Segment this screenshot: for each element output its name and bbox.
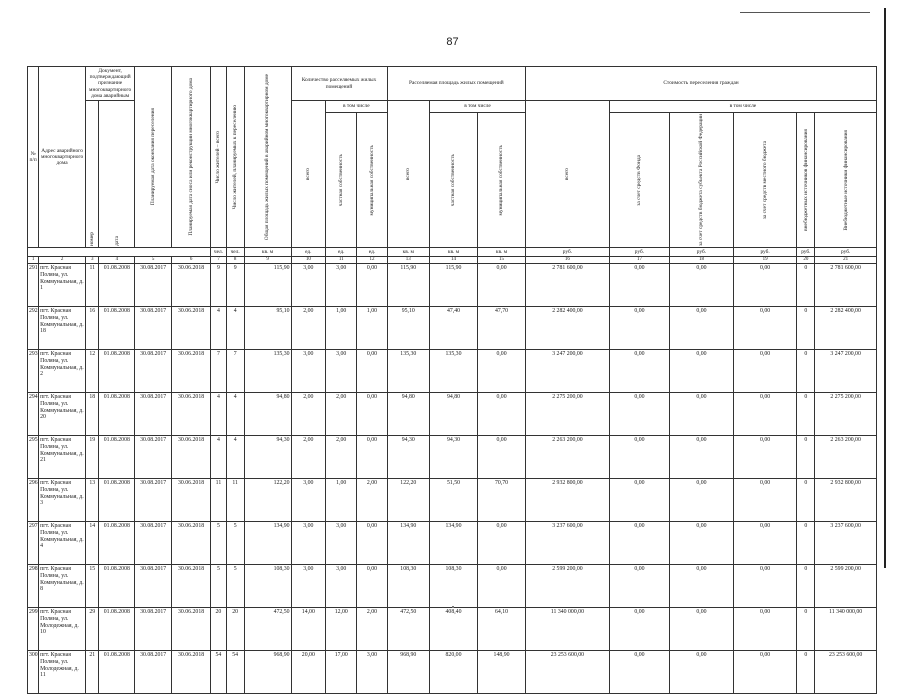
cell-area-total: 94,80	[387, 393, 429, 436]
cell-area-private: 47,40	[430, 307, 478, 350]
cell-area-total: 95,10	[387, 307, 429, 350]
cell-regional: 0,00	[670, 393, 734, 436]
cell-res-planned: 5	[226, 565, 244, 608]
cell-res-planned: 54	[226, 651, 244, 694]
cell-fund: 0,00	[609, 307, 669, 350]
table-row	[28, 393, 877, 436]
cell-regional: 0,00	[670, 522, 734, 565]
header-residents-total: Число жителей – всего	[215, 130, 222, 184]
header-doc-date: дата	[113, 236, 120, 247]
cell-area-private: 108,30	[430, 565, 478, 608]
cell-extra: 0	[797, 608, 815, 651]
cell-area-mun: 0,00	[478, 264, 526, 307]
cell-extra: 0	[797, 565, 815, 608]
header-doc-number: номер	[89, 232, 96, 247]
cell-rooms-total: 20,00	[291, 651, 326, 694]
table-row	[28, 565, 877, 608]
cell-rooms-mun: 3,00	[357, 651, 387, 694]
column-number: 3	[86, 257, 99, 264]
table-row	[28, 307, 877, 350]
cell-cost-total: 2 275 200,00	[526, 393, 610, 436]
cell-area: 135,30	[244, 350, 291, 393]
cell-rooms-private: 2,00	[326, 436, 357, 479]
cell-extra-funding: 2 781 600,00	[815, 264, 877, 307]
cell-area-mun: 148,90	[478, 651, 526, 694]
header-demolition-date: Планируемая дата сноса или реконструкции многоквартирного дома	[187, 78, 194, 236]
cell-fund: 0,00	[609, 522, 669, 565]
cell-regional: 0,00	[670, 479, 734, 522]
cell-rooms-private: 12,00	[326, 608, 357, 651]
cell-address: пгт. Красная Поляна, ул. Коммунальная, д. 18	[39, 307, 86, 350]
cell-area-mun: 64,10	[478, 608, 526, 651]
column-number: 2	[39, 257, 86, 264]
cell-extra: 0	[797, 264, 815, 307]
cell-area-total: 135,30	[387, 350, 429, 393]
table-row	[28, 608, 877, 651]
cell-fund: 0,00	[609, 393, 669, 436]
table-row	[28, 522, 877, 565]
header-rooms-count: Количество расселяемых жилых помещений	[291, 67, 387, 101]
column-number: 21	[815, 257, 877, 264]
cell-fund: 0,00	[609, 264, 669, 307]
cell-fund: 0,00	[609, 651, 669, 694]
cell-res-total: 11	[211, 479, 227, 522]
table-row	[28, 350, 877, 393]
cell-area: 122,20	[244, 479, 291, 522]
cell-res-planned: 20	[226, 608, 244, 651]
cell-res-total: 9	[211, 264, 227, 307]
column-number: 1	[28, 257, 39, 264]
cell-doc-date: 01.08.2008	[99, 565, 135, 608]
cell-res-date: 30.08.2017	[135, 479, 172, 522]
cell-extra-funding: 2 599 200,00	[815, 565, 877, 608]
cell-regional: 0,00	[670, 350, 734, 393]
cell-cost-total: 23 253 600,00	[526, 651, 610, 694]
cell-regional: 0,00	[670, 608, 734, 651]
cell-rooms-mun: 0,00	[357, 436, 387, 479]
cell-rooms-total: 3,00	[291, 264, 326, 307]
cell-doc-date: 01.08.2008	[99, 350, 135, 393]
cell-area-total: 115,90	[387, 264, 429, 307]
cell-res-date: 30.08.2017	[135, 264, 172, 307]
cell-extra: 0	[797, 393, 815, 436]
cell-res-planned: 9	[226, 264, 244, 307]
unit-sqm: кв. м	[244, 248, 291, 257]
column-number: 19	[733, 257, 797, 264]
cell-no: 296	[28, 479, 39, 522]
cell-local: 0,00	[733, 393, 797, 436]
cell-area-mun: 47,70	[478, 307, 526, 350]
cell-area-private: 408,40	[430, 608, 478, 651]
cell-regional: 0,00	[670, 307, 734, 350]
cell-no: 291	[28, 264, 39, 307]
column-number: 6	[172, 257, 211, 264]
unit-rub-local: руб.	[733, 248, 797, 257]
column-number: 16	[526, 257, 610, 264]
cell-area-mun: 0,00	[478, 436, 526, 479]
cell-address: пгт. Красная Поляна, ул. Коммунальная, д. 4	[39, 522, 86, 565]
cell-doc-date: 01.08.2008	[99, 608, 135, 651]
cell-extra: 0	[797, 651, 815, 694]
cell-no: 297	[28, 522, 39, 565]
header-resettlement-date: Планируемая дата окончания переселения	[150, 108, 157, 206]
cell-doc-date: 01.08.2008	[99, 651, 135, 694]
cell-doc-no: 13	[86, 479, 99, 522]
cell-rooms-total: 2,00	[291, 436, 326, 479]
cell-rooms-mun: 2,00	[357, 608, 387, 651]
page-number: 87	[446, 36, 459, 48]
cell-dem-date: 30.06.2018	[172, 565, 211, 608]
cell-local: 0,00	[733, 651, 797, 694]
column-number: 18	[670, 257, 734, 264]
cell-extra-funding: 23 253 600,00	[815, 651, 877, 694]
cell-area-total: 94,30	[387, 436, 429, 479]
unit-people: чел.	[211, 248, 227, 257]
cell-doc-no: 11	[86, 264, 99, 307]
cell-res-date: 30.08.2017	[135, 436, 172, 479]
header-rooms-municipal: муниципальная собственность	[368, 144, 375, 216]
cell-doc-date: 01.08.2008	[99, 307, 135, 350]
cell-area-mun: 0,00	[478, 393, 526, 436]
cell-res-date: 30.08.2017	[135, 608, 172, 651]
cell-no: 294	[28, 393, 39, 436]
cell-rooms-total: 3,00	[291, 479, 326, 522]
column-number: 5	[135, 257, 172, 264]
scan-dot	[452, 606, 454, 608]
header-residents-planned: Число жителей, планируемых к переселению	[232, 104, 239, 210]
cell-res-date: 30.08.2017	[135, 393, 172, 436]
cell-area-total: 968,90	[387, 651, 429, 694]
cell-res-total: 4	[211, 436, 227, 479]
cell-doc-date: 01.08.2008	[99, 436, 135, 479]
cell-no: 295	[28, 436, 39, 479]
cell-rooms-private: 17,00	[326, 651, 357, 694]
cell-rooms-total: 14,00	[291, 608, 326, 651]
cell-dem-date: 30.06.2018	[172, 436, 211, 479]
cell-fund: 0,00	[609, 479, 669, 522]
cell-doc-no: 14	[86, 522, 99, 565]
cell-rooms-mun: 0,00	[357, 393, 387, 436]
header-area-municipal: муниципальная собственность	[498, 144, 505, 216]
header-rooms-including: в том числе	[326, 101, 387, 113]
cell-extra: 0	[797, 436, 815, 479]
cell-doc-no: 12	[86, 350, 99, 393]
cell-no: 292	[28, 307, 39, 350]
cell-area-private: 135,30	[430, 350, 478, 393]
cell-local: 0,00	[733, 264, 797, 307]
cell-area-private: 51,50	[430, 479, 478, 522]
header-rooms-private: частная собственность	[338, 153, 345, 207]
cell-address: пгт. Красная Поляна, ул. Молодежная, д. 11	[39, 651, 86, 694]
cell-doc-no: 19	[86, 436, 99, 479]
header-local: за счет средств местного бюджета	[762, 140, 768, 220]
cell-area-total: 122,20	[387, 479, 429, 522]
unit-pcs-private: ед.	[326, 248, 357, 257]
header-address: Адрес аварийного многоквартирного дома	[39, 67, 86, 248]
column-number: 7	[211, 257, 227, 264]
cell-extra-funding: 11 340 000,00	[815, 608, 877, 651]
cell-area-total: 108,30	[387, 565, 429, 608]
cell-area: 94,30	[244, 436, 291, 479]
cell-res-date: 30.08.2017	[135, 350, 172, 393]
cell-cost-total: 11 340 000,00	[526, 608, 610, 651]
cell-extra-funding: 2 282 400,00	[815, 307, 877, 350]
cell-extra-funding: 2 263 200,00	[815, 436, 877, 479]
unit-rub-fund: руб.	[609, 248, 669, 257]
cell-area: 115,90	[244, 264, 291, 307]
unit-sqm-private: кв. м	[430, 248, 478, 257]
cell-res-total: 5	[211, 565, 227, 608]
column-number: 4	[99, 257, 135, 264]
cell-res-date: 30.08.2017	[135, 307, 172, 350]
cell-rooms-total: 3,00	[291, 350, 326, 393]
unit-pcs-total: ед.	[291, 248, 326, 257]
cell-cost-total: 2 932 800,00	[526, 479, 610, 522]
cell-area-mun: 0,00	[478, 522, 526, 565]
column-number: 8	[226, 257, 244, 264]
cell-res-date: 30.08.2017	[135, 522, 172, 565]
cell-dem-date: 30.06.2018	[172, 479, 211, 522]
cell-rooms-private: 3,00	[326, 350, 357, 393]
header-document: Документ, подтверждающий признание многоквартирного дома аварийным	[86, 67, 135, 101]
cell-address: пгт. Красная Поляна, ул. Коммунальная, д. 8	[39, 565, 86, 608]
cell-doc-no: 15	[86, 565, 99, 608]
cell-rooms-private: 3,00	[326, 565, 357, 608]
cell-cost-total: 2 282 400,00	[526, 307, 610, 350]
unit-rub-extra-funding: руб.	[815, 248, 877, 257]
unit-rub-extra: руб.	[797, 248, 815, 257]
cell-rooms-private: 3,00	[326, 522, 357, 565]
cell-dem-date: 30.06.2018	[172, 350, 211, 393]
cell-area-private: 134,90	[430, 522, 478, 565]
header-regional: за счет средств бюджета субъекта Российской Федерации	[698, 114, 705, 247]
unit-rub-total: руб.	[526, 248, 610, 257]
cell-rooms-mun: 0,00	[357, 264, 387, 307]
table-row	[28, 264, 877, 307]
scan-edge-line	[740, 12, 870, 13]
column-number: 9	[244, 257, 291, 264]
unit-rub-regional: руб.	[670, 248, 734, 257]
cell-cost-total: 2 263 200,00	[526, 436, 610, 479]
resettlement-table	[27, 66, 877, 694]
header-extra-funding: Внебюджетные источники финансирования	[842, 129, 849, 231]
cell-res-total: 20	[211, 608, 227, 651]
cell-rooms-private: 1,00	[326, 479, 357, 522]
cell-area-total: 134,90	[387, 522, 429, 565]
cell-fund: 0,00	[609, 608, 669, 651]
table-row	[28, 651, 877, 694]
cell-area-total: 472,50	[387, 608, 429, 651]
cell-rooms-mun: 2,00	[357, 479, 387, 522]
header-fund: за счет средств Фонда	[636, 154, 643, 206]
cell-res-total: 4	[211, 307, 227, 350]
cell-no: 293	[28, 350, 39, 393]
cell-res-total: 54	[211, 651, 227, 694]
unit-people-planned: чел.	[226, 248, 244, 257]
cell-local: 0,00	[733, 436, 797, 479]
cell-area-private: 820,00	[430, 651, 478, 694]
cell-doc-no: 29	[86, 608, 99, 651]
cell-res-date: 30.08.2017	[135, 651, 172, 694]
cell-cost-total: 3 247 200,00	[526, 350, 610, 393]
cell-fund: 0,00	[609, 350, 669, 393]
cell-res-planned: 7	[226, 350, 244, 393]
cell-local: 0,00	[733, 565, 797, 608]
cell-address: пгт. Красная Поляна, ул. Коммунальная, д. 2	[39, 350, 86, 393]
cell-local: 0,00	[733, 608, 797, 651]
cell-area: 94,80	[244, 393, 291, 436]
cell-area-private: 94,30	[430, 436, 478, 479]
header-area: Расселяемая площадь жилых помещений	[387, 67, 525, 101]
unit-pcs-municipal: ед.	[357, 248, 387, 257]
cell-no: 299	[28, 608, 39, 651]
unit-sqm-total: кв. м	[387, 248, 429, 257]
cell-doc-no: 18	[86, 393, 99, 436]
cell-no: 298	[28, 565, 39, 608]
cell-local: 0,00	[733, 479, 797, 522]
header-extra: внебюджетных источников финансирования	[802, 129, 809, 231]
cell-doc-date: 01.08.2008	[99, 522, 135, 565]
cell-area-mun: 0,00	[478, 350, 526, 393]
cell-area-private: 115,90	[430, 264, 478, 307]
scan-edge-bar	[884, 8, 886, 568]
cell-extra: 0	[797, 479, 815, 522]
cell-dem-date: 30.06.2018	[172, 608, 211, 651]
cell-extra-funding: 3 237 600,00	[815, 522, 877, 565]
cell-area-private: 94,80	[430, 393, 478, 436]
cell-rooms-total: 2,00	[291, 393, 326, 436]
cell-cost-total: 2 599 200,00	[526, 565, 610, 608]
cell-address: пгт. Красная Поляна, ул. Коммунальная, д. 1	[39, 264, 86, 307]
cell-area: 95,10	[244, 307, 291, 350]
cell-res-total: 4	[211, 393, 227, 436]
cell-regional: 0,00	[670, 264, 734, 307]
cell-doc-date: 01.08.2008	[99, 479, 135, 522]
cell-rooms-total: 3,00	[291, 522, 326, 565]
column-number: 12	[357, 257, 387, 264]
column-number: 14	[430, 257, 478, 264]
cell-res-planned: 5	[226, 522, 244, 565]
cell-address: пгт. Красная Поляна, ул. Молодежная, д. 10	[39, 608, 86, 651]
cell-doc-date: 01.08.2008	[99, 393, 135, 436]
cell-res-total: 7	[211, 350, 227, 393]
cell-no: 300	[28, 651, 39, 694]
column-number: 11	[326, 257, 357, 264]
header-no: № п/п	[28, 67, 39, 248]
cell-rooms-total: 2,00	[291, 307, 326, 350]
cell-res-date: 30.08.2017	[135, 565, 172, 608]
cell-rooms-private: 1,00	[326, 307, 357, 350]
column-number: 20	[797, 257, 815, 264]
cell-local: 0,00	[733, 522, 797, 565]
cell-rooms-private: 2,00	[326, 393, 357, 436]
cell-address: пгт. Красная Поляна, ул. Коммунальная, д. 20	[39, 393, 86, 436]
cell-extra: 0	[797, 522, 815, 565]
cell-res-planned: 4	[226, 393, 244, 436]
header-cost-including: в том числе	[609, 101, 876, 113]
cell-dem-date: 30.06.2018	[172, 393, 211, 436]
cell-dem-date: 30.06.2018	[172, 522, 211, 565]
cell-local: 0,00	[733, 350, 797, 393]
cell-area: 968,90	[244, 651, 291, 694]
column-number: 10	[291, 257, 326, 264]
header-cost: Стоимость переселения граждан	[526, 67, 877, 101]
cell-address: пгт. Красная Поляна, ул. Коммунальная, д. 21	[39, 436, 86, 479]
cell-extra: 0	[797, 307, 815, 350]
cell-fund: 0,00	[609, 436, 669, 479]
cell-rooms-mun: 0,00	[357, 565, 387, 608]
column-number: 17	[609, 257, 669, 264]
header-area-including: в том числе	[430, 101, 526, 113]
cell-rooms-total: 3,00	[291, 565, 326, 608]
cell-regional: 0,00	[670, 565, 734, 608]
cell-extra-funding: 3 247 200,00	[815, 350, 877, 393]
header-total-area: Общая площадь жилых помещений в аварийном многоквартирном доме	[264, 73, 271, 241]
cell-rooms-mun: 0,00	[357, 522, 387, 565]
cell-area-mun: 0,00	[478, 565, 526, 608]
cell-fund: 0,00	[609, 565, 669, 608]
cell-rooms-mun: 0,00	[357, 350, 387, 393]
cell-dem-date: 30.06.2018	[172, 264, 211, 307]
cell-extra: 0	[797, 350, 815, 393]
table-row	[28, 479, 877, 522]
cell-rooms-mun: 1,00	[357, 307, 387, 350]
cell-doc-date: 01.08.2008	[99, 264, 135, 307]
cell-dem-date: 30.06.2018	[172, 307, 211, 350]
cell-area: 134,90	[244, 522, 291, 565]
header-rooms-total: всего	[305, 167, 312, 181]
cell-doc-no: 21	[86, 651, 99, 694]
cell-rooms-private: 3,00	[326, 264, 357, 307]
cell-cost-total: 2 781 600,00	[526, 264, 610, 307]
table-row	[28, 436, 877, 479]
cell-res-total: 5	[211, 522, 227, 565]
header-area-private: частная собственность	[450, 153, 457, 207]
cell-res-planned: 11	[226, 479, 244, 522]
cell-cost-total: 3 237 600,00	[526, 522, 610, 565]
header-cost-total: всего	[564, 167, 571, 181]
cell-area: 472,50	[244, 608, 291, 651]
cell-local: 0,00	[733, 307, 797, 350]
cell-extra-funding: 2 275 200,00	[815, 393, 877, 436]
header-area-total: всего	[405, 167, 412, 181]
cell-extra-funding: 2 932 800,00	[815, 479, 877, 522]
cell-regional: 0,00	[670, 436, 734, 479]
unit-sqm-municipal: кв. м	[478, 248, 526, 257]
column-number-row	[28, 257, 877, 264]
cell-res-planned: 4	[226, 436, 244, 479]
column-number: 15	[478, 257, 526, 264]
cell-res-planned: 4	[226, 307, 244, 350]
cell-area: 108,30	[244, 565, 291, 608]
cell-dem-date: 30.06.2018	[172, 651, 211, 694]
cell-regional: 0,00	[670, 651, 734, 694]
column-number: 13	[387, 257, 429, 264]
cell-address: пгт. Красная Поляна, ул. Коммунальная, д. 3	[39, 479, 86, 522]
cell-doc-no: 16	[86, 307, 99, 350]
cell-area-mun: 70,70	[478, 479, 526, 522]
